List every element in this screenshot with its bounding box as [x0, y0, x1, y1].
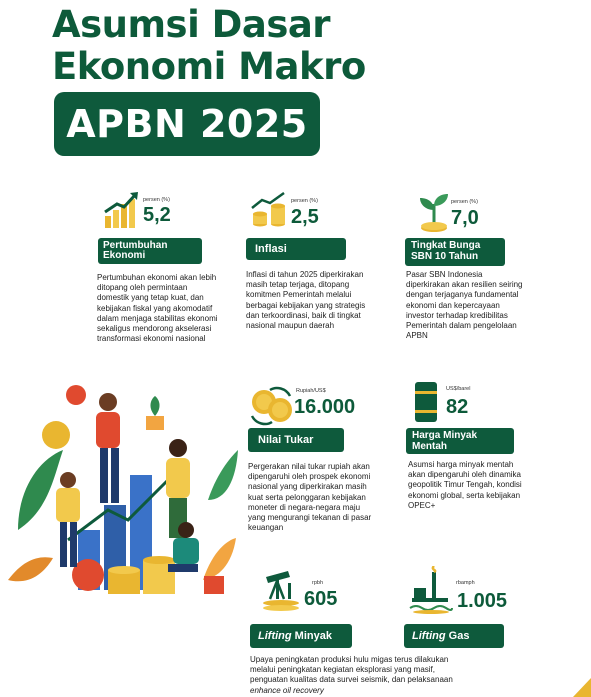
gas-lifting-value: 1.005 [457, 590, 508, 612]
inflation-description: Inflasi di tahun 2025 diperkirakan masih tetap terjaga, ditopang komitmen Pemerintah melalui berbagai kebijakan yang strategis dan terkoordinasi, baik di tingkat nasional maupun daerah [246, 270, 366, 331]
inflation-unit: persen (%) [291, 198, 318, 204]
oil-lifting-value: 605 [304, 588, 338, 610]
oil-lifting-label-rest: Minyak [291, 630, 332, 642]
lifting-description-line-4: enhance oil recovery [250, 685, 324, 695]
oil-price-description: Asumsi harga minyak mentah akan dipengaruhi oleh dinamika geopolitik Timur Tengah, kondisi ekonomi global, serta kebijakan OPEC+ [408, 460, 522, 510]
sbn-icon-wrap [417, 190, 451, 237]
gas-lifting-label-rest: Gas [445, 630, 470, 642]
gas-rig-icon [408, 566, 454, 614]
currency-exchange-icon [250, 386, 294, 426]
lifting-description-line-1: Upaya peningkatan produksi hulu migas terus dilakukan [250, 655, 449, 664]
sbn-description: Pasar SBN Indonesia diperkirakan akan resilien seiring dengan terjaganya fundamental ekonomi dan kepercayaan investor terhadap kredibilitas Pemerintah dalam pengelolaan APBN [406, 270, 523, 341]
oil-lifting-label [250, 624, 352, 648]
sprout-coin-icon [417, 190, 451, 232]
inflation-label: Inflasi [246, 238, 346, 260]
exchange-value: 16.000 [294, 396, 356, 418]
sbn-label: Tingkat Bunga SBN 10 Tahun [405, 238, 505, 266]
people-coins-illustration [8, 380, 238, 610]
rising-bar-chart-icon [102, 190, 142, 230]
lifting-description-line-2: melalui peningkatan kegiatan eksplorasi yang masif, [250, 665, 435, 675]
coins-growth-icon [250, 192, 290, 228]
oil-barrel-icon [413, 381, 439, 423]
subtitle-text: APBN 2025 [66, 102, 308, 146]
oil-lifting-icon-wrap [258, 567, 304, 618]
sbn-unit: persen (%) [451, 199, 478, 205]
growth-label: Pertumbuhan Ekonomi [98, 238, 202, 264]
corner-decoration [573, 678, 591, 697]
oil-price-icon-wrap [413, 381, 439, 428]
lifting-description [250, 655, 580, 696]
growth-icon-wrap [102, 190, 142, 235]
oil-price-label: Harga Minyak Mentah [406, 428, 514, 454]
gas-lifting-icon-wrap [408, 566, 454, 619]
lifting-description-line-3: penguatan kualitas data survei seismik, dan pelaksanaan [250, 675, 453, 685]
exchange-label: Nilai Tukar [248, 428, 344, 452]
gas-lifting-label [404, 624, 504, 648]
gas-lifting-unit: rbamph [456, 580, 475, 586]
title-line-2: Ekonomi Makro [52, 45, 366, 88]
oil-lifting-label-italic: Lifting [258, 630, 292, 642]
growth-unit: persen (%) [143, 197, 170, 203]
oil-price-unit: US$/barel [446, 386, 471, 392]
growth-value: 5,2 [143, 204, 171, 226]
subtitle-badge [54, 92, 320, 156]
oil-price-value: 82 [446, 396, 469, 418]
title-line-1: Asumsi Dasar [52, 3, 331, 46]
inflation-value: 2,5 [291, 206, 319, 228]
inflation-icon-wrap [250, 192, 290, 233]
economy-illustration [8, 380, 238, 610]
exchange-unit: Rupiah/US$ [296, 388, 326, 394]
page-title [52, 4, 366, 88]
gas-lifting-label-italic: Lifting [412, 630, 446, 642]
oil-lifting-unit: rpbh [312, 580, 324, 586]
exchange-icon-wrap [250, 386, 294, 431]
oil-pump-icon [258, 567, 304, 613]
growth-description: Pertumbuhan ekonomi akan lebih ditopang oleh permintaan domestik yang tetap kuat, dan kebijakan fiskal yang akomodatif dalam menjaga stabilitas ekonomi sekaligus mendorong akselerasi transformasi ekonomi nasional [97, 273, 218, 344]
sbn-value: 7,0 [451, 207, 479, 229]
exchange-description: Pergerakan nilai tukar rupiah akan dipengaruhi oleh prospek ekonomi nasional yang diperkirakan masih kuat serta pelonggaran kebijakan moneter di negara-negara maju yang mengurangi tekanan di pasar keuangan [248, 462, 372, 533]
